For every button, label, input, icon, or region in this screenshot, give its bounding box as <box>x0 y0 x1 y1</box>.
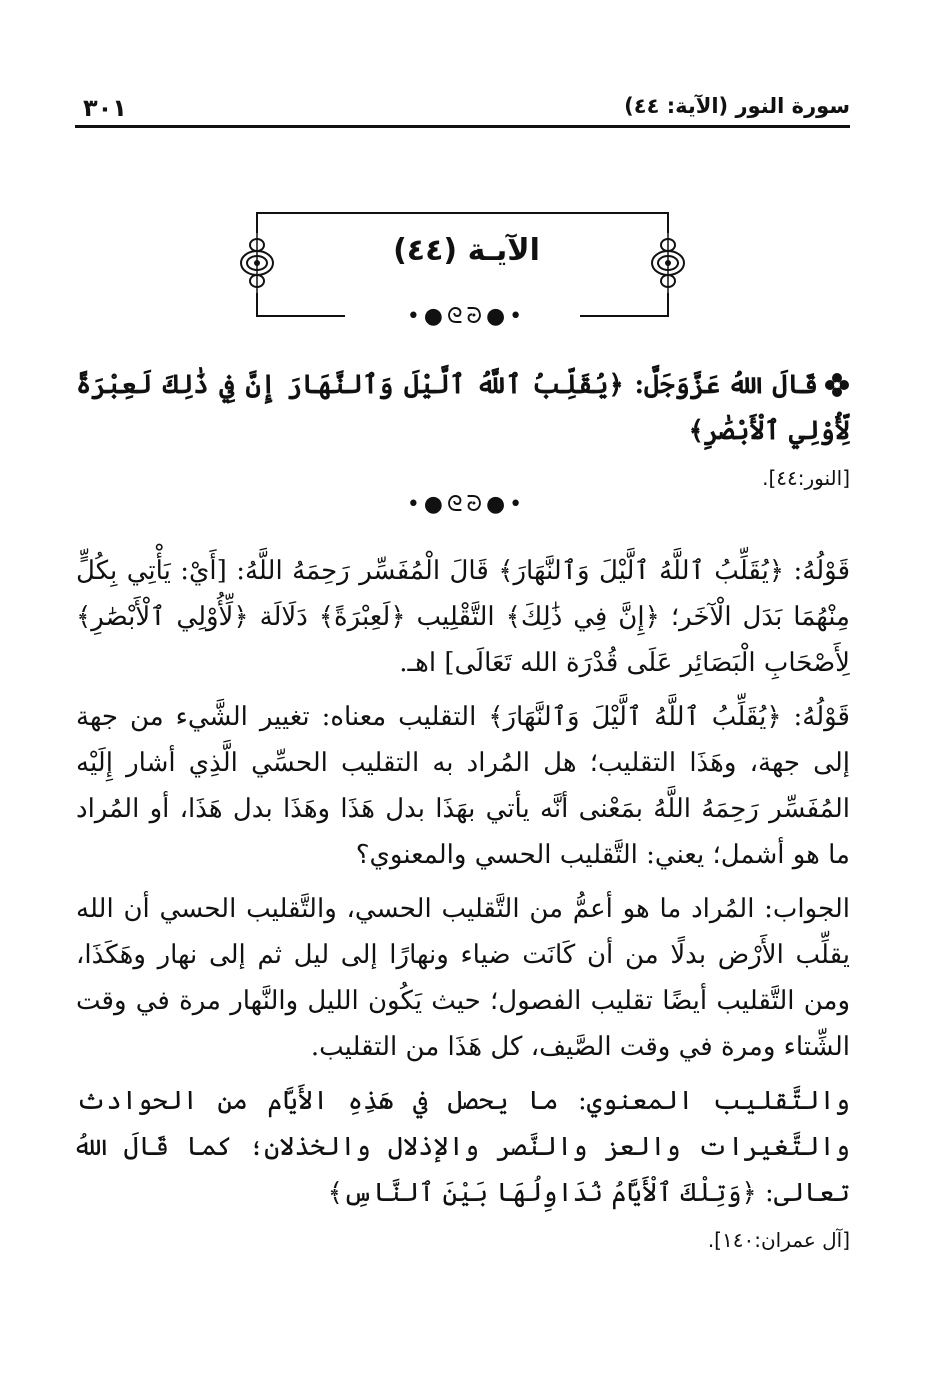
heading-divider: •●ᘓᘒ●• <box>406 304 527 329</box>
commentary <box>76 548 850 1263</box>
section-divider: •●ᘓᘒ●• <box>406 492 527 517</box>
ayah-title: الآيـة (٤٤) <box>393 233 540 268</box>
paragraph: والتَّقليب المعنوي: ما يحصل في هَذِهِ الأَيَّام من الحوادث والتَّغيرات والعز والنَّصر والإذلال والخذلان؛ كما قَالَ اللهُ تعالى: ﴿وَتِلْكَ ٱلْأَيَّامُ نُدَاوِلُهَا بَيْنَ ٱلنَّاسِ﴾ <box>76 1086 850 1208</box>
final-reference: [آل عمران:١٤٠]. <box>707 1228 850 1252</box>
frame-lines <box>0 0 933 330</box>
paragraph: قَوْلُهُ: ﴿يُقَلِّبُ ٱللَّهُ ٱلَّيْلَ وَٱلنَّهَارَ﴾ قَالَ الْمُفَسِّر رَحِمَهُ اللَّهُ: [أَيْ: يَأْتِي بِكُلٍّ مِنْهُمَا بَدَل الْآخَر؛ ﴿إِنَّ فِي ذَٰلِكَ﴾ التَّقْلِيب ﴿لَعِبْرَةً﴾ دَلَالَة ﴿لِّأُوْلِي ٱلْأَبْصَٰرِ﴾ لِأَصْحَابِ الْبَصَائِر عَلَى قُدْرَة الله تَعَالَى] اهـ. <box>76 556 850 678</box>
paragraph: قَوْلُهُ: ﴿يُقَلِّبُ ٱللَّهُ ٱلَّيْلَ وَٱلنَّهَارَ﴾ التقليب معناه: تغيير الشَّيء من جهة إلى جهة، وهَذَا التقليب؛ هل المُراد به التقليب الحسِّي الَّذِي أشار إِلَيْه المُفَسِّر رَحِمَهُ اللَّهُ بمَعْنى أنَّه يأتي بهَذَا بدل هَذَا وهَذَا بدل هَذَا، أو المُراد ما هو أشمل؛ يعني: التَّقليب الحسي والمعنوي؟ <box>76 702 850 870</box>
ayah-heading-frame <box>0 0 933 330</box>
verse-text: قَالَ اللهُ عَزَّوَجَلَّ: ﴿يُقَلِّبُ ٱللَّهُ ٱلَّيْلَ وَٱلنَّهَارَ إِنَّ فِي ذَٰلِكَ لَعِبْرَةً لِّأُوْلِي ٱلْأَبْصَٰرِ﴾ <box>76 370 850 446</box>
page-number: ٣٠١ <box>83 94 127 122</box>
verse-reference: [النور:٤٤]. <box>762 466 850 490</box>
flower-bullet-icon <box>824 372 850 398</box>
verse-block <box>76 362 850 501</box>
paragraph: الجواب: المُراد ما هو أعمُّ من التَّقليب الحسي، والتَّقليب الحسي أن الله يقلِّب الأَرْض بدلًا من أن كَانَت ضياء ونهارًا إلى ليل ثم إلى نهار وهَكَذَا، ومن التَّقليب أيضًا تقليب الفصول؛ حيث يَكُون الليل والنَّهار مرة في وقت الشِّتاء ومرة في وقت الصَّيف، كل هَذَا من التقليب. <box>76 894 850 1062</box>
header-surah-label: سورة النور (الآية: ٤٤) <box>624 94 850 118</box>
